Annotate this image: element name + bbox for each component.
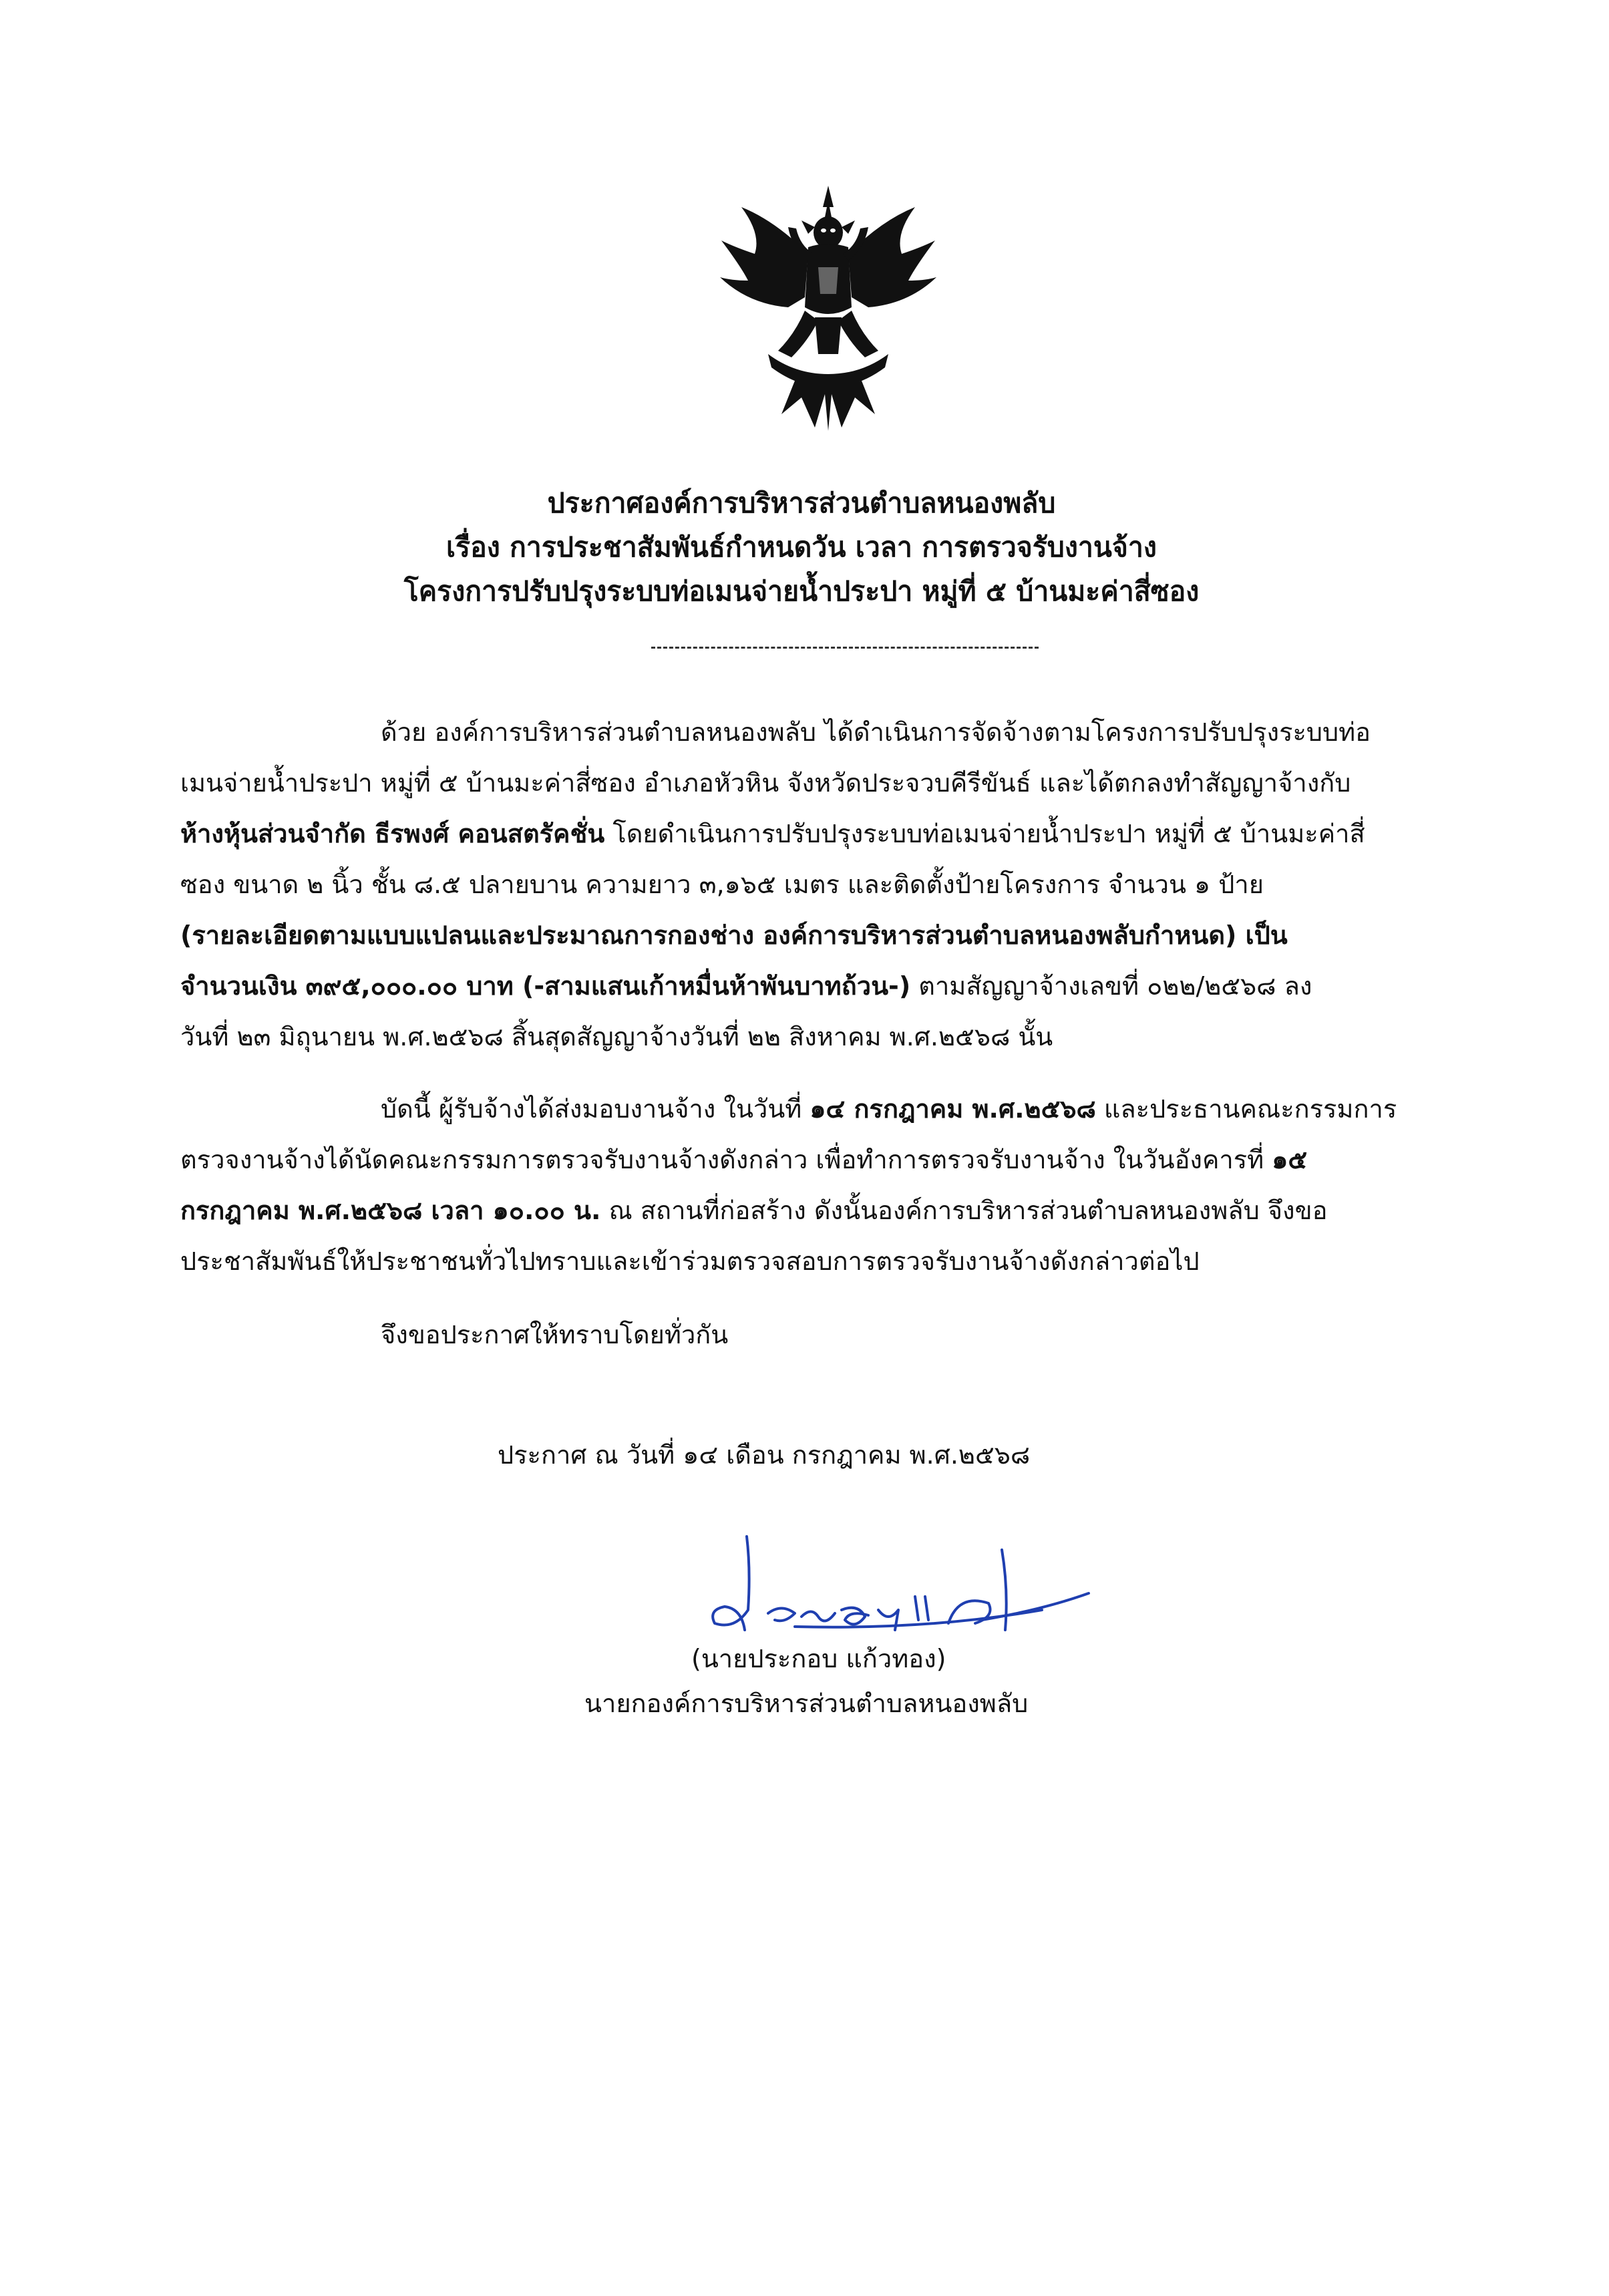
closing-statement: จึงขอประกาศให้ทราบโดยทั่วกัน bbox=[381, 1320, 729, 1349]
paragraph-1-line-1: ด้วย องค์การบริหารส่วนตำบลหนองพลับ ได้ดำเนินการจัดจ้างตามโครงการปรับปรุงระบบท่อ bbox=[381, 717, 1371, 747]
paragraph-2-line-1 bbox=[180, 1084, 1503, 1134]
signer-position: นายกองค์การบริหารส่วนตำบลหนองพลับ bbox=[584, 1689, 1029, 1718]
paragraph-1-line-3-rest: โดยดำเนินการปรับปรุงระบบท่อเมนจ่ายน้ำประปา หมู่ที่ ๕ บ้านมะค่าสี่ bbox=[604, 819, 1365, 848]
inspection-date-time: กรกฎาคม พ.ศ.๒๕๖๘ เวลา ๑๐.๐๐ น. bbox=[180, 1196, 601, 1225]
title-separator bbox=[651, 647, 1039, 649]
paragraph-2-line-2 bbox=[180, 1134, 1503, 1185]
delivery-date: ๑๔ กรกฎาคม พ.ศ.๒๕๖๘ bbox=[810, 1094, 1096, 1124]
paragraph-1-line-4: ซอง ขนาด ๒ นิ้ว ชั้น ๘.๕ ปลายบาน ความยาว ๓,๑๖๕ เมตร และติดตั้งป้ายโครงการ จำนวน ๑ ป้าย bbox=[180, 870, 1264, 899]
title-line-2: เรื่อง การประชาสัมพันธ์กำหนดวัน เวลา การตรวจรับงานจ้าง bbox=[446, 531, 1157, 563]
inspection-day: ๑๕ bbox=[1272, 1145, 1308, 1174]
paragraph-1-line-7: วันที่ ๒๓ มิถุนายน พ.ศ.๒๕๖๘ สิ้นสุดสัญญาจ้างวันที่ ๒๒ สิงหาคม พ.ศ.๒๕๖๘ นั้น bbox=[180, 1022, 1053, 1051]
announcement-date: ประกาศ ณ วันที่ ๑๔ เดือน กรกฎาคม พ.ศ.๒๕๖๘ bbox=[498, 1440, 1031, 1470]
paragraph-2-line-3 bbox=[180, 1185, 1503, 1236]
paragraph-2 bbox=[180, 1084, 1503, 1287]
paragraph-1-line-6 bbox=[180, 961, 1503, 1011]
paragraph-2-line-1-a: บัดนี้ ผู้รับจ้างได้ส่งมอบงานจ้าง ในวันที่ bbox=[381, 1094, 810, 1124]
paragraph-2-line-2-a: ตรวจงานจ้างได้นัดคณะกรรมการตรวจรับงานจ้างดังกล่าว เพื่อทำการตรวจรับงานจ้าง ในวันอังคารที่ bbox=[180, 1145, 1272, 1174]
paragraph-1-line-6-rest: ตามสัญญาจ้างเลขที่ ๐๒๒/๒๕๖๘ ลง bbox=[910, 971, 1312, 1001]
title-line-3: โครงการปรับปรุงระบบท่อเมนจ่ายน้ำประปา หมู่ที่ ๕ บ้านมะค่าสี่ซอง bbox=[403, 575, 1200, 607]
paragraph-1-line-2: เมนจ่ายน้ำประปา หมู่ที่ ๕ บ้านมะค่าสี่ซอง อำเภอหัวหิน จังหวัดประจวบคีรีขันธ์ และได้ตกลงทำสัญญาจ้างกับ bbox=[180, 768, 1351, 798]
paragraph-1 bbox=[180, 707, 1503, 1062]
signer-name: (นายประกอบ แก้วทอง) bbox=[691, 1644, 946, 1673]
announcement-title bbox=[200, 481, 1403, 613]
contract-amount: จำนวนเงิน ๓๙๕,๐๐๐.๐๐ บาท (-สามแสนเก้าหมื่นห้าพันบาทถ้วน-) bbox=[180, 971, 911, 1001]
paragraph-2-line-3-rest: ณ สถานที่ก่อสร้าง ดังนั้นองค์การบริหารส่วนตำบลหนองพลับ จึงขอ bbox=[600, 1196, 1328, 1225]
paragraph-2-line-4: ประชาสัมพันธ์ให้ประชาชนทั่วไปทราบและเข้าร่วมตรวจสอบการตรวจรับงานจ้างดังกล่าวต่อไป bbox=[180, 1247, 1200, 1276]
paragraph-2-line-1-b: และประธานคณะกรรมการ bbox=[1095, 1094, 1397, 1124]
contractor-name: ห้างหุ้นส่วนจำกัด ธีรพงศ์ คอนสตรัคชั่น bbox=[180, 819, 605, 848]
paragraph-1-line-5: (รายละเอียดตามแบบแปลนและประมาณการกองช่าง องค์การบริหารส่วนตำบลหนองพลับกำหนด) เป็น bbox=[180, 921, 1288, 950]
paragraph-1-line-3 bbox=[180, 808, 1503, 859]
title-line-1: ประกาศองค์การบริหารส่วนตำบลหนองพลับ bbox=[547, 487, 1056, 519]
garuda-emblem bbox=[715, 180, 942, 434]
